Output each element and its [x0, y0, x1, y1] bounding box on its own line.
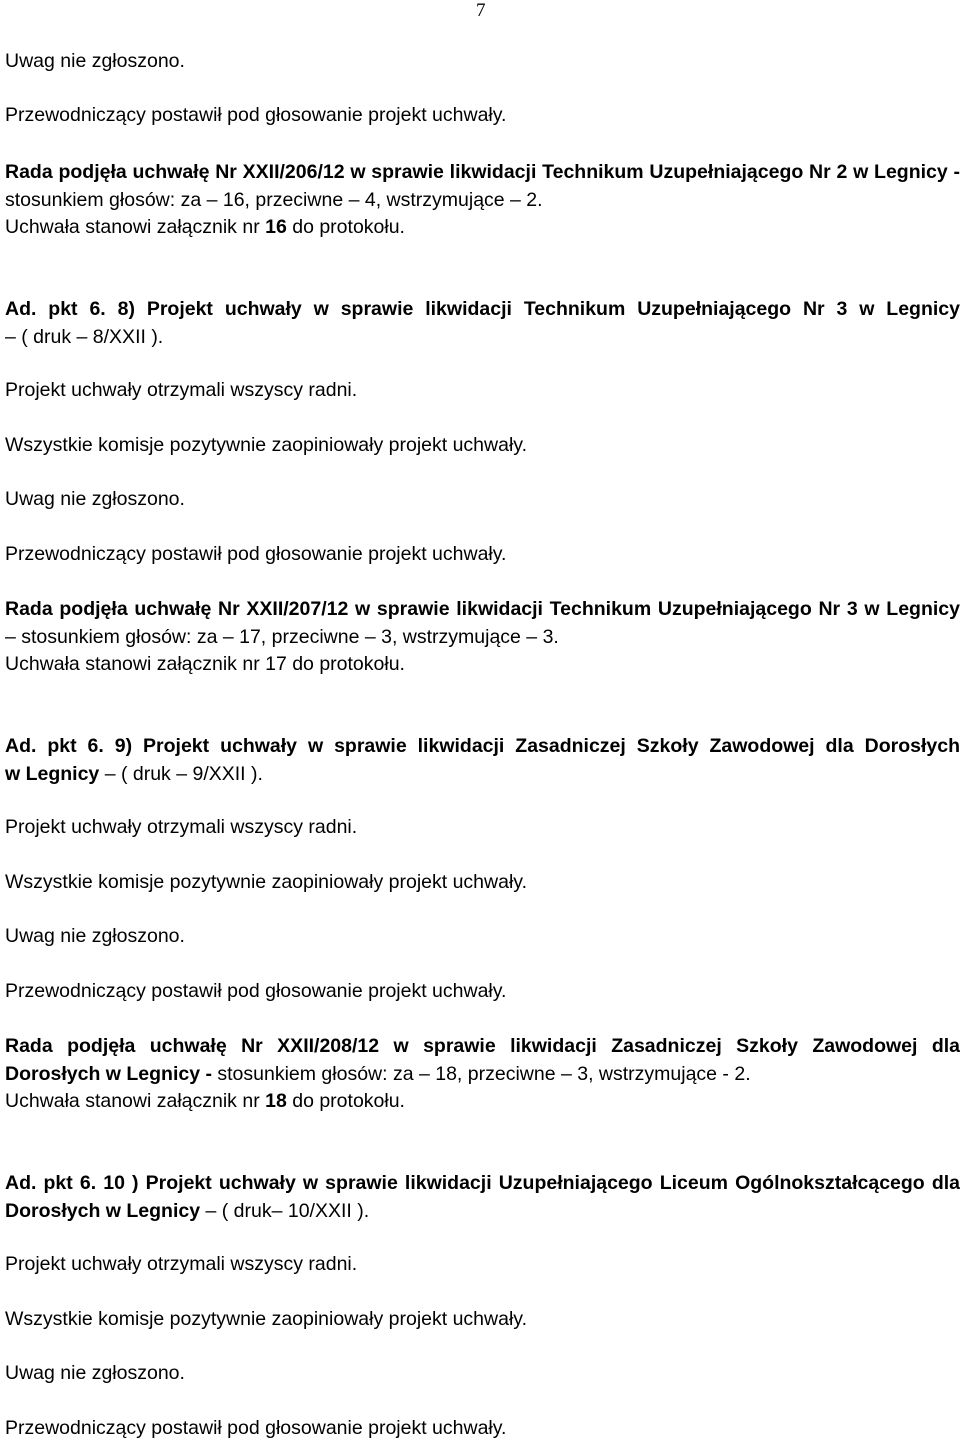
item8-vote-text: Przewodniczący postawił pod głosowanie projekt uchwały.	[5, 543, 507, 565]
item10-heading-line2	[5, 1197, 960, 1226]
item8-heading-line1: Ad. pkt 6. 8) Projekt uchwały w sprawie likwidacji Technikum Uzupełniającego Nr 3 w Legnicy	[5, 298, 960, 320]
resolution-207-line2: – stosunkiem głosów: za – 17, przeciwne – 3, wstrzymujące – 3.	[5, 626, 559, 648]
resolution-208-bold: Dorosłych w Legnicy -	[5, 1063, 212, 1085]
item10-heading-bold: Dorosłych w Legnicy	[5, 1200, 201, 1222]
annex-number: 18	[265, 1090, 287, 1112]
item9-heading-bold: w Legnicy	[5, 763, 100, 785]
annex-prefix: Uchwała stanowi załącznik nr	[5, 216, 266, 238]
annex-number: 16	[265, 216, 287, 238]
annex-suffix: do protokołu.	[286, 1090, 405, 1112]
item9-heading-line1: Ad. pkt 6. 9) Projekt uchwały w sprawie likwidacji Zasadniczej Szkoły Zawodowej dla Dorosłych	[5, 735, 960, 757]
item8-committees-text: Wszystkie komisje pozytywnie zaopiniowały projekt uchwały.	[5, 434, 527, 456]
item10-heading-line1: Ad. pkt 6. 10 ) Projekt uchwały w sprawie likwidacji Uzupełniającego Liceum Ogólnokształcącego dla	[5, 1172, 960, 1194]
item9-heading-line2	[5, 760, 960, 789]
annex-suffix: do protokołu.	[286, 216, 405, 238]
resolution-208-line1: Rada podjęła uchwałę Nr XXII/208/12 w sprawie likwidacji Zasadniczej Szkoły Zawodowej dla	[5, 1035, 960, 1057]
resolution-206-line1: Rada podjęła uchwałę Nr XXII/206/12 w sprawie likwidacji Technikum Uzupełniającego Nr 2 w Legnicy -	[5, 161, 960, 183]
item10-committees-text: Wszystkie komisje pozytywnie zaopiniowały projekt uchwały.	[5, 1308, 527, 1330]
item8-received-text: Projekt uchwały otrzymali wszyscy radni.	[5, 379, 358, 401]
item10-vote-text: Przewodniczący postawił pod głosowanie projekt uchwały.	[5, 1417, 507, 1439]
item8-heading-line2: – ( druk – 8/XXII ).	[5, 326, 164, 348]
item9-heading-rest: – ( druk – 9/XXII ).	[99, 763, 263, 785]
item8-no-remarks-text: Uwag nie zgłoszono.	[5, 488, 185, 510]
resolution-207-line1: Rada podjęła uchwałę Nr XXII/207/12 w sprawie likwidacji Technikum Uzupełniającego Nr 3 w Legnicy	[5, 598, 960, 620]
resolution-206-line2: stosunkiem głosów: za – 16, przeciwne – 4, wstrzymujące – 2.	[5, 189, 543, 211]
annex-16-text	[5, 213, 960, 242]
item10-received-text: Projekt uchwały otrzymali wszyscy radni.	[5, 1253, 358, 1275]
item9-vote-text: Przewodniczący postawił pod głosowanie projekt uchwały.	[5, 980, 507, 1002]
annex-17-text: Uchwała stanowi załącznik nr 17 do protokołu.	[5, 653, 405, 675]
item9-no-remarks-text: Uwag nie zgłoszono.	[5, 925, 185, 947]
resolution-208-rest: stosunkiem głosów: za – 18, przeciwne – 3, wstrzymujące - 2.	[211, 1063, 751, 1085]
page-number: 7	[476, 0, 486, 21]
no-remarks-text: Uwag nie zgłoszono.	[5, 50, 185, 72]
item9-received-text: Projekt uchwały otrzymali wszyscy radni.	[5, 816, 358, 838]
annex-18-text	[5, 1087, 960, 1116]
item10-no-remarks-text: Uwag nie zgłoszono.	[5, 1362, 185, 1384]
annex-prefix: Uchwała stanowi załącznik nr	[5, 1090, 266, 1112]
vote-text: Przewodniczący postawił pod głosowanie projekt uchwały.	[5, 104, 507, 126]
resolution-208-line2	[5, 1060, 960, 1089]
item10-heading-rest: – ( druk– 10/XXII ).	[200, 1200, 370, 1222]
item9-committees-text: Wszystkie komisje pozytywnie zaopiniowały projekt uchwały.	[5, 871, 527, 893]
